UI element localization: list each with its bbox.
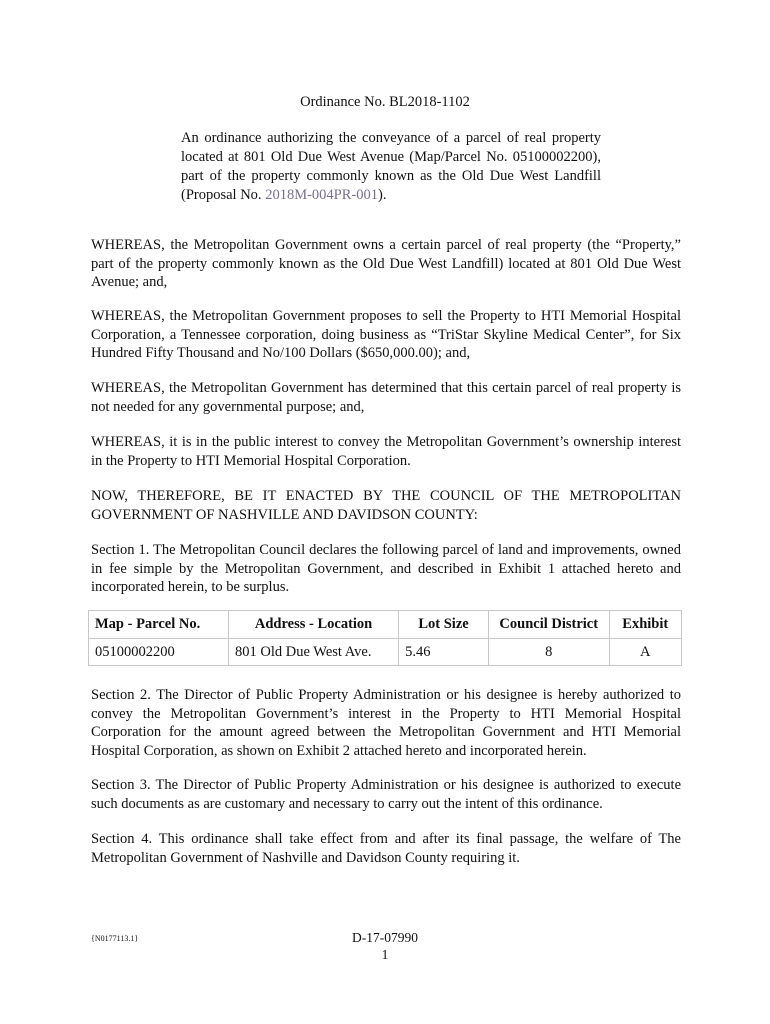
cell-lot-size: 5.46 bbox=[399, 639, 489, 666]
header-exhibit: Exhibit bbox=[609, 611, 681, 639]
section-4: Section 4. This ordinance shall take effect from and after its final passage, the welfare of The Metropolitan Government of Nashville and Davidson County requiring it. bbox=[91, 831, 681, 866]
cell-exhibit: A bbox=[609, 639, 681, 666]
cell-map-parcel: 05100002200 bbox=[89, 639, 229, 666]
enactment-clause: NOW, THEREFORE, BE IT ENACTED BY THE COUNCIL OF THE METROPOLITAN GOVERNMENT OF NASHVILLE AND DAVIDSON COUNTY: bbox=[91, 488, 681, 523]
summary-end: ). bbox=[377, 187, 387, 203]
document-footer bbox=[350, 929, 420, 963]
ordinance-summary bbox=[181, 129, 601, 205]
header-map-parcel: Map - Parcel No. bbox=[89, 611, 229, 639]
table-row bbox=[89, 639, 682, 666]
section-1: Section 1. The Metropolitan Council declares the following parcel of land and improvements, owned in fee simple by the Metropolitan Government, and described in Exhibit 1 attached hereto and incorporated herein, to be surplus. bbox=[91, 542, 681, 595]
cell-address: 801 Old Due West Ave. bbox=[229, 639, 399, 666]
whereas-clause-2: WHEREAS, the Metropolitan Government proposes to sell the Property to HTI Memorial Hospital Corporation, a Tennessee corporation, doing business as “TriStar Skyline Medical Center”, for Six Hundred Fifty Thousand and No/100 Dollars ($650,000.00); and, bbox=[91, 308, 681, 361]
document-code: {N0177113.1} bbox=[91, 934, 139, 943]
ordinance-title: Ordinance No. BL2018-1102 bbox=[300, 94, 470, 110]
proposal-number-link[interactable]: 2018M-004PR-001 bbox=[265, 187, 378, 203]
cell-council-district: 8 bbox=[488, 639, 609, 666]
whereas-clause-3: WHEREAS, the Metropolitan Government has determined that this certain parcel of real property is not needed for any governmental purpose; and, bbox=[91, 380, 681, 415]
section-3: Section 3. The Director of Public Property Administration or his designee is authorized to execute such documents as are customary and necessary to carry out the intent of this ordinance. bbox=[91, 777, 681, 812]
page-number: 1 bbox=[381, 947, 389, 962]
summary-text: An ordinance authorizing the conveyance of a parcel of real property located at 801 Old Due West Avenue (Map/Parcel No. 05100002200), part of the property commonly known as the Old Due West Landfill (Proposal No. bbox=[181, 130, 601, 203]
whereas-clause-4: WHEREAS, it is in the public interest to convey the Metropolitan Government’s ownership interest in the Property to HTI Memorial Hospital Corporation. bbox=[91, 434, 681, 469]
header-lot-size: Lot Size bbox=[399, 611, 489, 639]
table-header-row bbox=[89, 611, 682, 639]
parcel-table bbox=[88, 610, 682, 666]
section-2: Section 2. The Director of Public Property Administration or his designee is hereby authorized to convey the Metropolitan Government’s interest in the Property to HTI Memorial Hospital Corporation for the amount agreed between the Metropolitan Government and HTI Memorial Hospital Corporation, as shown on Exhibit 2 attached hereto and incorporated herein. bbox=[91, 687, 681, 759]
document-number: D-17-07990 bbox=[352, 930, 418, 945]
whereas-clause-1: WHEREAS, the Metropolitan Government owns a certain parcel of real property (the “Property,” part of the property commonly known as the Old Due West Landfill) located at 801 Old Due West Avenue; and, bbox=[91, 237, 681, 290]
header-address: Address - Location bbox=[229, 611, 399, 639]
header-council-district: Council District bbox=[488, 611, 609, 639]
